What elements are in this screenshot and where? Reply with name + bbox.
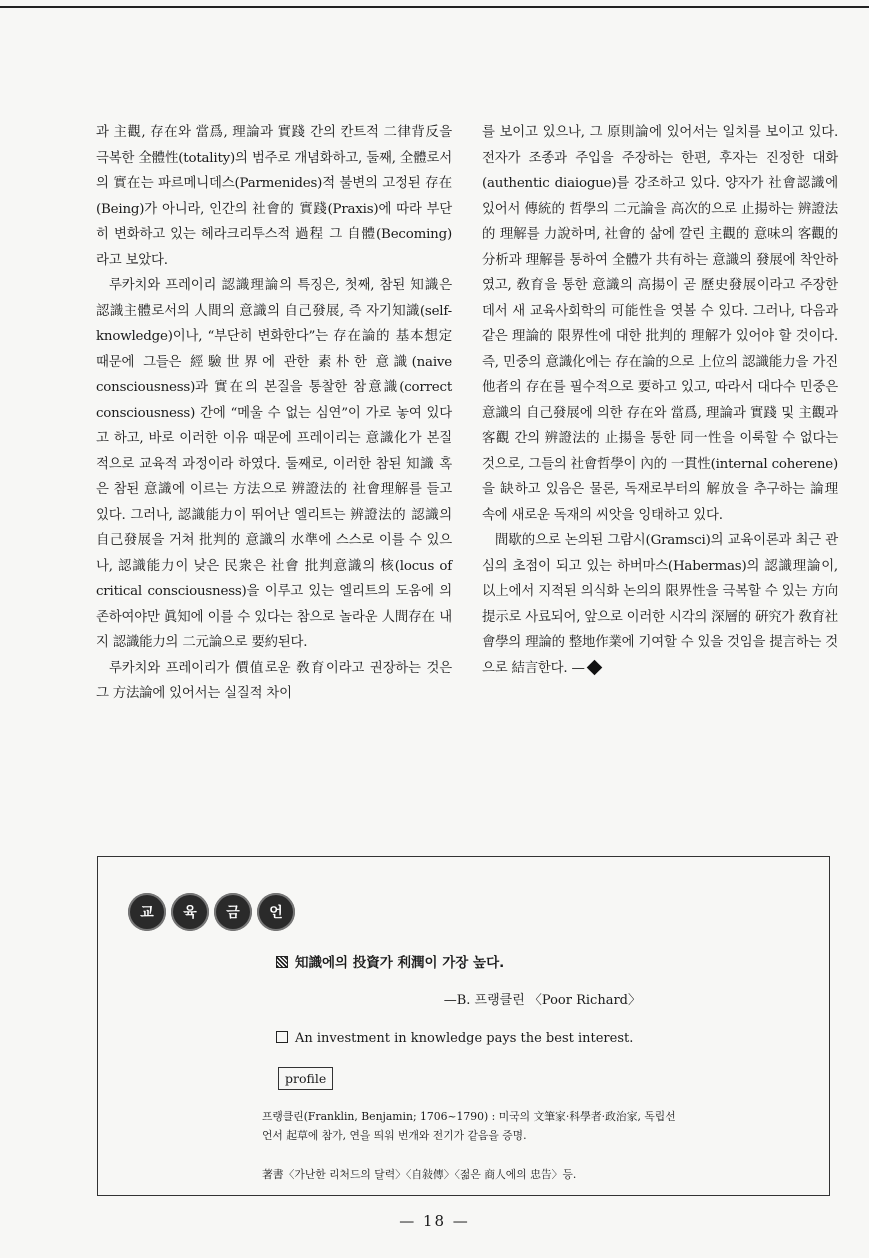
badge: 육 xyxy=(171,893,209,931)
quote-english-text: An investment in knowledge pays the best interest. xyxy=(295,1031,634,1046)
paragraph: 를 보이고 있으나, 그 原則論에 있어서는 일치를 보이고 있다. 전자가 조종과 주입을 주장하는 한편, 후자는 진정한 대화(authentic diaiogue)를 강조하고 있다. 양자가 社會認識에 있어서 傳統的 哲學의 二元論을 高次的으로 止揚하는 辨證法的 理解를 力說하며, 社會的 삶에 깔린 主觀的 意味의 客觀的 分析과 理解를 통하여 全體가 共有하는 意識의 發展에 착안하였고, 敎育을 통한 意識의 高揚이 곧 歷史發展이라고 주장한 데서 새 교육사회학의 可能性을 엿볼 수 있다. 그러나, 다음과 같은 理論的 限界性에 대한 批判的 理解가 있어야 할 것이다. 즉, 민중의 意識化에는 存在論的으로 上位의 認識能力을 가진 他者의 存在를 필수적으로 要하고 있고, 따라서 대다수 민중은 意識의 自己發展에 의한 存在와 當爲, 理論과 實踐 및 主觀과 客觀 간의 辨證法的 止揚을 통한 同一性을 이룩할 수 없다는 것으로, 그들의 社會哲學이 內的 一貫性(internal coherene)을 缺하고 있음은 물론, 독재로부터의 解放을 추구하는 論理 속에 새로운 독재의 씨앗을 잉태하고 있다. xyxy=(482,125,838,523)
quote-author: —B. 프랭클린 〈Poor Richard〉 xyxy=(443,993,641,1008)
badge: 금 xyxy=(214,893,252,931)
end-mark-icon xyxy=(586,659,602,675)
quote-korean xyxy=(276,951,504,971)
paragraph: 과 主觀, 存在와 當爲, 理論과 實踐 간의 칸트적 二律背反을 극복한 全體性(totality)의 범주로 개념화하고, 둘째, 全體로서의 實在는 파르메니데스(Parmenides)적 불변의 고정된 存在(Being)가 아니라, 인간의 社會的 實踐(Praxis)에 따라 부단히 변화하고 있는 헤라크리투스적 過程 그 自體(Becoming)라고 보았다. xyxy=(96,125,452,268)
badge: 교 xyxy=(128,893,166,931)
top-rule xyxy=(0,6,869,8)
profile-label: profile xyxy=(278,1067,333,1090)
paragraph-text: 間歇的으로 논의된 그람시(Gramsci)의 교육이론과 최근 관심의 초점이 되고 있는 하버마스(Habermas)의 認識理論이, 以上에서 지적된 의식화 논의의 限界性을 극복할 수 있는 方向提示로 사료되어, 앞으로 이러한 시각의 深層的 硏究가 敎育社會學의 理論的 整地作業에 기여할 수 있을 것임을 提言하는 것으로 結言한다. — xyxy=(482,533,838,676)
quote-english xyxy=(276,1031,633,1046)
profile-bio: 프랭클린(Franklin, Benjamin; 1706~1790) : 미국의 文筆家·科學者·政治家, 독립선언서 起草에 참가, 연을 띄워 번개와 전기가 같음을 증명. xyxy=(262,1110,676,1142)
maxim-box xyxy=(97,856,830,1196)
paragraph: 루카치와 프레이리 認識理論의 특징은, 첫째, 참된 知識은 認識主體로서의 人間의 意識의 自己發展, 즉 자기知識(self-knowledge)이나, “부단히 변화한다”는 存在論的 基本想定 때문에 그들은 經驗世界에 관한 素朴한 意識(naive consciousness)과 實在의 본질을 통찰한 참意識(correct consciousness) 간에 “메울 수 없는 심연”이 가로 놓여 있다고 하고, 바로 이러한 이유 때문에 프레이리는 意識化가 본질적으로 교육적 과정이라 하였다. 둘째로, 이러한 참된 知識 혹은 참된 意識에 이르는 方法으로 辨證法的 社會理解를 들고 있다. 그러나, 認識能力이 뛰어난 엘리트는 辨證法的 認識의 自己發展을 거쳐 批判的 意識의 水準에 스스로 이를 수 있으나, 認識能力이 낮은 民衆은 社會 批判意識의 核(locus of critical consciousness)을 이루고 있는 엘리트의 도움에 의존하여야만 眞知에 이를 수 있다는 참으로 놀라운 人間存在 내지 認識能力의 二元論으로 要約된다. xyxy=(96,278,452,650)
checkbox-filled-icon xyxy=(276,956,288,968)
badge: 언 xyxy=(257,893,295,931)
checkbox-empty-icon xyxy=(276,1031,288,1043)
body-text xyxy=(96,120,838,860)
quote-korean-text: 知識에의 投資가 利潤이 가장 높다. xyxy=(295,955,505,971)
profile-works: 著書〈가난한 리처드의 달력〉〈自敍傳〉〈젊은 商人에의 忠告〉등. xyxy=(262,1168,577,1181)
left-column xyxy=(96,120,452,860)
page-number: — 18 — xyxy=(399,1212,470,1230)
right-column xyxy=(482,120,838,860)
paragraph xyxy=(482,528,838,681)
paragraph: 루카치와 프레이리가 價值로운 敎育이라고 권장하는 것은 그 方法論에 있어서는 실질적 차이 xyxy=(96,660,452,701)
maxim-badges xyxy=(128,893,300,931)
